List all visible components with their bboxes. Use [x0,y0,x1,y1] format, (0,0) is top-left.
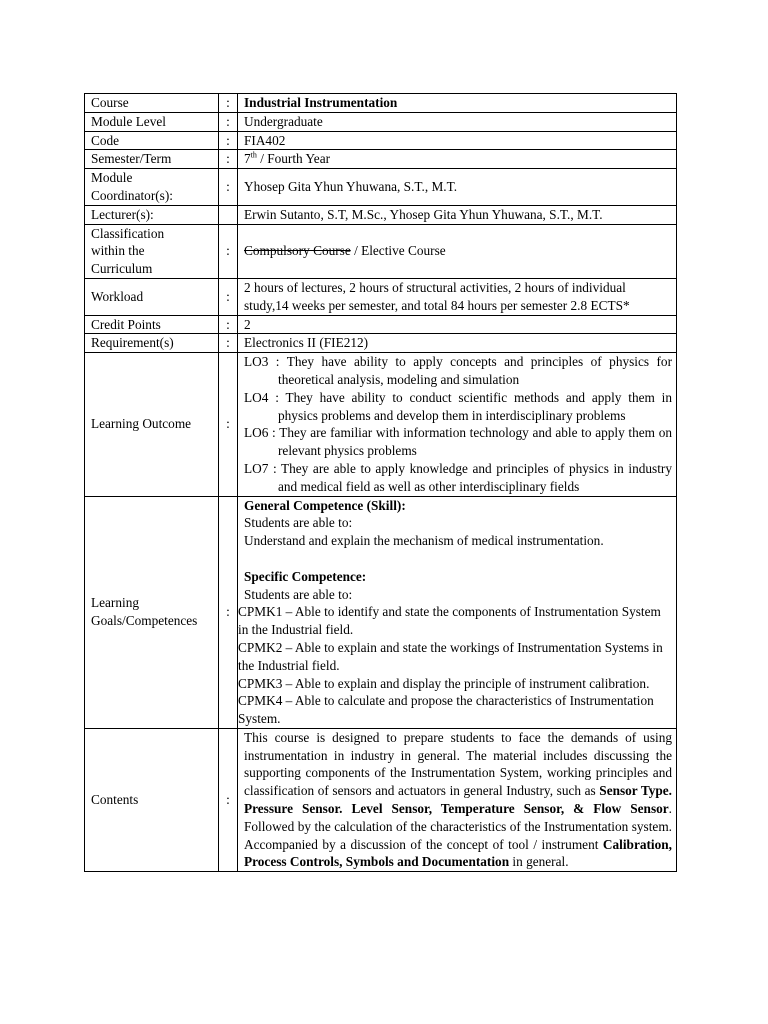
row-requirements [85,334,677,353]
workload-value: 2 hours of lectures, 2 hours of structural activities, 2 hours of individual study,14 weeks per semester, and total 84 hours per semester 2.8 ECTS* [238,278,677,315]
module-table [84,93,677,872]
contents-text-1: This course is designed to prepare students to face the demands of using instrumentation in industry in general. The material includes discussing the supporting components of the Instrumentation System, working principles and classification of sensors and actuators in general Industry, such as [244,729,672,799]
compulsory-course-struck: Compulsory Course [244,243,351,259]
contents-text-2: . Followed by the calculation of the characteristics of the Instrumentation system. Accompanied by a discussion of the concept of tool / instrument [244,801,672,852]
lo3-item: LO3 : They have ability to apply concepts and principles of physics for theoretical analysis, modeling and simulation [244,354,672,387]
cpmk1-item: CPMK1 – Able to identify and state the components of Instrumentation System in the Industrial field. [238,604,661,638]
semester-year: / Fourth Year [256,151,331,167]
row-module-level [85,112,677,131]
coordinator-value: Yhosep Gita Yhun Yhuwana, S.T., M.T. [238,169,677,206]
lo6-item: LO6 : They are familiar with information technology and able to apply them on relevant physics problems [244,425,672,459]
course-value: Industrial Instrumentation [238,94,677,113]
specific-competence-heading: Specific Competence: [244,568,367,584]
learning-goals-label [85,496,219,728]
learning-goals-label-line1: Learning [91,595,139,611]
code-value: FIA402 [238,131,677,150]
general-competence-text: Understand and explain the mechanism of medical instrumentation. [244,533,604,549]
row-classification [85,224,677,278]
cpmk4-item: CPMK4 – Able to calculate and propose the characteristics of Instrumentation System. [238,693,654,727]
module-level-value: Undergraduate [238,112,677,131]
lecturers-sep [219,205,238,224]
contents-text-3: in general. [509,854,569,870]
semester-suffix: th [250,150,257,160]
classification-label-line3: Curriculum [91,261,153,277]
classification-sep: : [219,224,238,278]
coordinator-label [85,169,219,206]
contents-calibration-topics: Calibration, Process Controls, Symbols and Documentation [244,836,672,870]
credit-points-value: 2 [238,315,677,334]
spacer [244,550,672,568]
contents-label: Contents [85,728,219,871]
lo7-item: LO7 : They are able to apply knowledge and principles of physics in industry and medical field as well as other interdisciplinary fields [244,460,672,494]
specific-competence-intro: Students are able to: [244,586,353,602]
row-course [85,94,677,113]
cpmk3-item: CPMK3 – Able to explain and display the principle of instrument calibration. [238,675,650,691]
lecturers-value: Erwin Sutanto, S.T, M.Sc., Yhosep Gita Yhun Yhuwana, S.T., M.T. [238,205,677,224]
contents-sep: : [219,728,238,871]
classification-value [238,224,677,278]
semester-number: 7 [244,151,251,167]
general-competence-heading: General Competence (Skill): [244,497,406,513]
row-contents [85,728,677,871]
semester-label: Semester/Term [85,150,219,169]
classification-label-line2: within the [91,243,145,259]
row-code [85,131,677,150]
coordinator-label-line2: Coordinator(s): [91,187,173,203]
lo4-item: LO4 : They have ability to conduct scientific methods and apply them in physics problems and develop them in interdisciplinary problems [244,389,672,423]
semester-sep: : [219,150,238,169]
row-semester [85,150,677,169]
coordinator-sep: : [219,169,238,206]
learning-outcome-label: Learning Outcome [85,353,219,496]
row-workload [85,278,677,315]
lecturers-label: Lecturer(s): [85,205,219,224]
course-sep: : [219,94,238,113]
elective-course: / Elective Course [350,243,446,259]
classification-label [85,224,219,278]
learning-outcome-list [238,353,677,496]
general-competence-intro: Students are able to: [244,515,353,531]
code-sep: : [219,131,238,150]
row-learning-goals [85,496,677,728]
module-level-label: Module Level [85,112,219,131]
row-learning-outcome [85,353,677,496]
module-level-sep: : [219,112,238,131]
contents-text [238,728,677,871]
learning-goals-label-line2: Goals/Competences [91,613,198,629]
coordinator-label-line1: Module [91,170,133,186]
workload-sep: : [219,278,238,315]
requirements-label: Requirement(s) [85,334,219,353]
row-coordinator [85,169,677,206]
credit-points-sep: : [219,315,238,334]
credit-points-label: Credit Points [85,315,219,334]
row-credit-points [85,315,677,334]
classification-label-line1: Classification [91,225,165,241]
workload-label: Workload [85,278,219,315]
learning-goals-sep: : [219,496,238,728]
learning-goals-content [238,496,677,728]
row-lecturers [85,205,677,224]
course-label: Course [85,94,219,113]
cpmk2-item: CPMK2 – Able to explain and state the workings of Instrumentation Systems in the Industrial field. [238,639,663,673]
contents-sensor-types: Sensor Type. Pressure Sensor. Level Sensor, Temperature Sensor, & Flow Sensor [244,783,672,817]
semester-value [238,150,677,169]
learning-outcome-sep: : [219,353,238,496]
code-label: Code [85,131,219,150]
requirements-sep: : [219,334,238,353]
requirements-value: Electronics II (FIE212) [238,334,677,353]
